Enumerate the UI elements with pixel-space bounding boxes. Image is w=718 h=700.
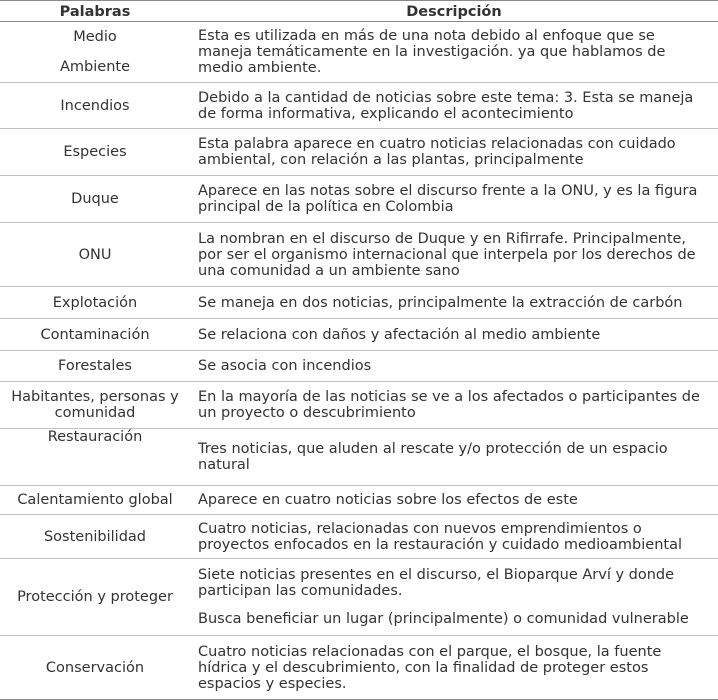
word-cell: Sostenibilidad: [0, 515, 190, 559]
table-row: [0, 486, 718, 515]
table-row: [0, 176, 718, 223]
description-cell: La nombran en el discurso de Duque y en Rifirrafe. Principalmente, por ser el organismo internacional que interpela por los derechos de una comunidad a un ambiente sano: [190, 223, 718, 287]
word-cell: Especies: [0, 129, 190, 176]
description-cell: Aparece en cuatro noticias sobre los efectos de este: [190, 486, 718, 515]
description-cell: Cuatro noticias relacionadas con el parque, el bosque, la fuente hídrica y el descubrimiento, con la finalidad de proteger estos espacios y especies.: [190, 636, 718, 700]
header-row: [0, 1, 718, 22]
table-row: [0, 83, 718, 129]
word-cell: [0, 22, 190, 83]
table-row: [0, 129, 718, 176]
table-row: [0, 382, 718, 429]
description-cell: Se asocia con incendios: [190, 351, 718, 382]
word-cell: Duque: [0, 176, 190, 223]
description-paragraph: Busca beneficiar un lugar (principalmente) o comunidad vulnerable: [198, 611, 689, 627]
description-cell: Tres noticias, que aluden al rescate y/o protección de un espacio natural: [190, 429, 718, 486]
word-cell: Explotación: [0, 287, 190, 319]
word-cell: Conservación: [0, 636, 190, 700]
header-descripcion: Descripción: [190, 1, 718, 22]
word-cell: Restauración: [0, 429, 190, 486]
table-row: [0, 287, 718, 319]
description-cell: Esta palabra aparece en cuatro noticias relacionadas con cuidado ambiental, con relación a las plantas, principalmente: [190, 129, 718, 176]
description-paragraph: Siete noticias presentes en el discurso, el Bioparque Arví y donde participan las comunidades.: [198, 567, 675, 599]
table-row: [0, 636, 718, 700]
table-row: [0, 319, 718, 351]
description-cell: [190, 559, 718, 636]
table-row: [0, 559, 718, 636]
description-cell: En la mayoría de las noticias se ve a los afectados o participantes de un proyecto o descubrimiento: [190, 382, 718, 429]
header-palabras: Palabras: [0, 1, 190, 22]
word-cell: Incendios: [0, 83, 190, 129]
table-row: [0, 429, 718, 486]
word-cell: ONU: [0, 223, 190, 287]
table-row: [0, 22, 718, 83]
description-cell: Se relaciona con daños y afectación al medio ambiente: [190, 319, 718, 351]
table-row: [0, 223, 718, 287]
word-line: Ambiente: [60, 59, 130, 75]
description-cell: Aparece en las notas sobre el discurso frente a la ONU, y es la figura principal de la política en Colombia: [190, 176, 718, 223]
word-cell: Contaminación: [0, 319, 190, 351]
table-row: [0, 351, 718, 382]
description-cell: Esta es utilizada en más de una nota debido al enfoque que se maneja temáticamente en la investigación. ya que hablamos de medio ambiente.: [190, 22, 718, 83]
description-cell: Se maneja en dos noticias, principalmente la extracción de carbón: [190, 287, 718, 319]
word-cell: Protección y proteger: [0, 559, 190, 636]
word-cell: Forestales: [0, 351, 190, 382]
word-cell: Calentamiento global: [0, 486, 190, 515]
description-cell: Cuatro noticias, relacionadas con nuevos emprendimientos o proyectos enfocados en la restauración y cuidado medioambiental: [190, 515, 718, 559]
table-row: [0, 515, 718, 559]
description-cell: Debido a la cantidad de noticias sobre este tema: 3. Esta se maneja de forma informativa, explicando el acontecimiento: [190, 83, 718, 129]
word-line: Medio: [73, 29, 117, 45]
word-cell: Habitantes, personas y comunidad: [0, 382, 190, 429]
